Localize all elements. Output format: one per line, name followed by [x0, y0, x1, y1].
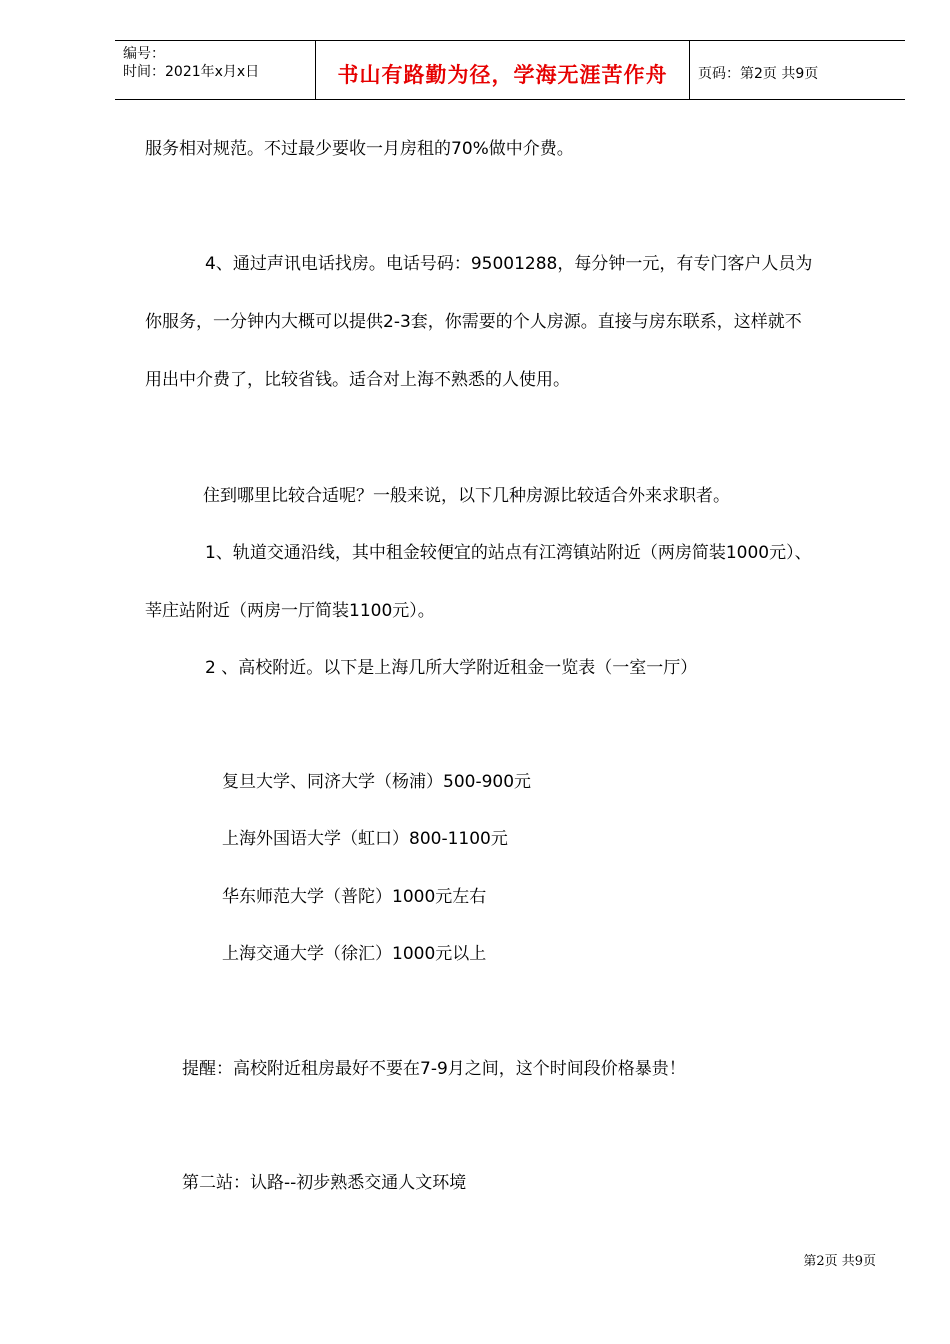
body-line: 服务相对规范。不过最少要收一月房租的70%做中介费。 — [145, 139, 574, 159]
rent-list-item: 复旦大学、同济大学（杨浦）500-900元 — [222, 772, 532, 792]
body-line: 莘庄站附近（两房一厅简装1100元）。 — [145, 601, 435, 621]
body-line: 住到哪里比较合适呢？一般来说，以下几种房源比较适合外来求职者。 — [203, 486, 730, 506]
page-header — [115, 40, 905, 100]
header-info-cell — [115, 41, 316, 99]
body-line: 你服务，一分钟内大概可以提供2-3套，你需要的个人房源。直接与房东联系，这样就不 — [145, 312, 802, 332]
section-heading: 第二站：认路--初步熟悉交通人文环境 — [182, 1173, 467, 1193]
header-page-cell — [690, 41, 905, 99]
body-line: 4、通过声讯电话找房。电话号码：95001288，每分钟一元，有专门客户人员为 — [205, 254, 813, 274]
rent-list-item: 上海交通大学（徐汇）1000元以上 — [222, 944, 487, 964]
document-time-label: 时间：2021年x月x日 — [123, 64, 260, 80]
document-number-label: 编号： — [123, 46, 165, 62]
body-line: 1、轨道交通沿线，其中租金较便宜的站点有江湾镇站附近（两房简装1000元）、 — [205, 543, 812, 563]
reminder-line: 提醒：高校附近租房最好不要在7-9月之间，这个时间段价格暴贵！ — [182, 1059, 686, 1079]
body-line: 用出中介费了，比较省钱。适合对上海不熟悉的人使用。 — [145, 370, 570, 390]
body-line: 2 、高校附近。以下是上海几所大学附近租金一览表（一室一厅） — [205, 658, 698, 678]
rent-list-item: 上海外国语大学（虹口）800-1100元 — [222, 829, 508, 849]
header-motto-cell — [316, 41, 690, 99]
page-footer: 第2页 共9页 — [803, 1254, 876, 1269]
header-page-number: 页码：第2页 共9页 — [698, 66, 819, 82]
rent-list-item: 华东师范大学（普陀）1000元左右 — [222, 887, 487, 907]
header-motto: 书山有路勤为径，学海无涯苦作舟 — [337, 63, 668, 87]
